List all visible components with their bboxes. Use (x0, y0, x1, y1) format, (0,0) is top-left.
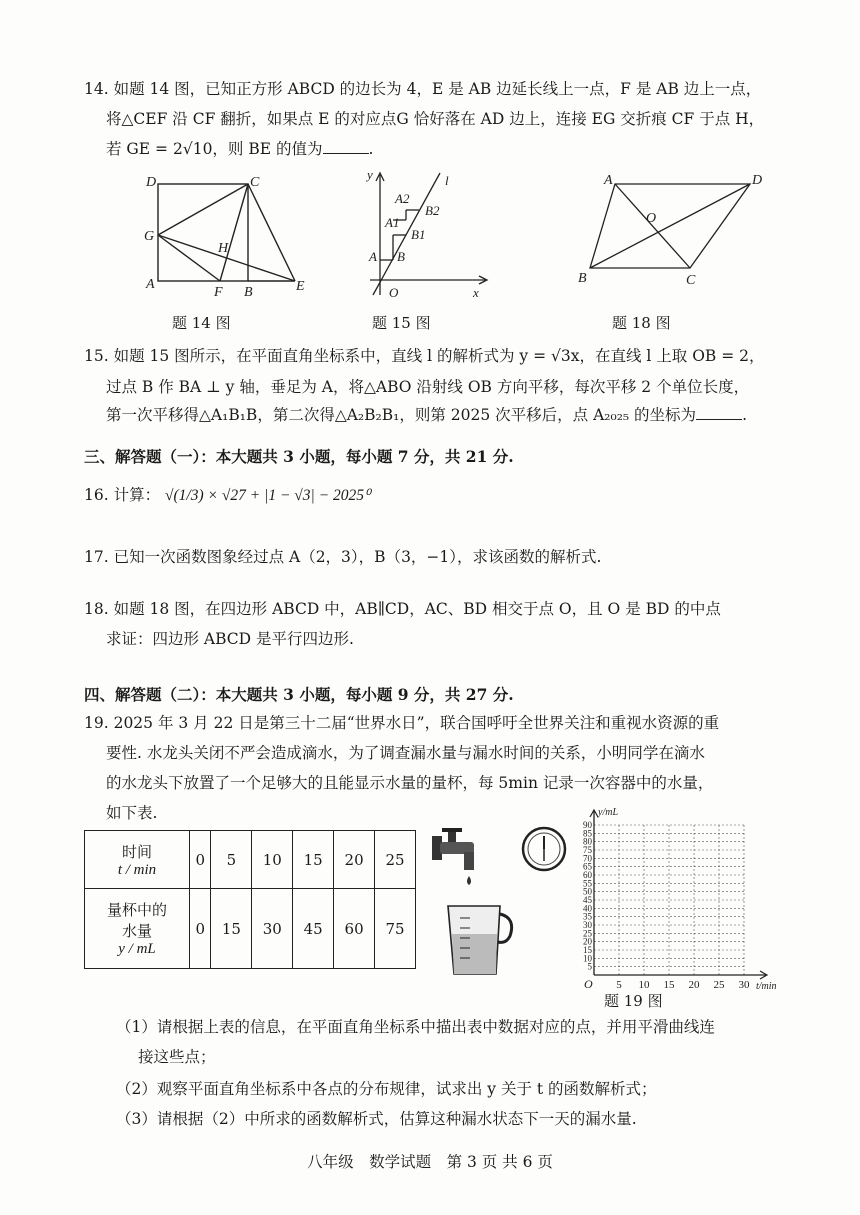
q19-sub2: （2）观察平面直角坐标系中各点的分布规律，试求出 y 关于 t 的函数解析式； (116, 1080, 657, 1098)
fig15-label: O (389, 285, 399, 300)
x-tick-label: 30 (738, 979, 750, 991)
fig15-label: B2 (425, 203, 440, 218)
fig14-label: G (144, 229, 155, 244)
q14-line2: 将△CEF 沿 CF 翻折，如果点 E 的对应点G 恰好落在 AD 边上，连接 EG 交折痕 CF 于点 H， (106, 110, 765, 128)
table-cell: 25 (375, 831, 416, 889)
figure-14 (140, 170, 330, 300)
y-tick-label: 60 (583, 870, 592, 880)
y-tick-label: 85 (583, 828, 592, 839)
q19-line2: 要性. 水龙头关闭不严会造成滴水，为了调查漏水量与漏水时间的关系，小明同学在滴水 (106, 744, 705, 762)
figure-18 (570, 170, 770, 290)
table-cell: 60 (334, 889, 375, 969)
q19-sub1-line2: 接这些点； (138, 1048, 216, 1066)
y-tick-label: 15 (583, 945, 592, 955)
fig14-label: H (218, 241, 229, 256)
x-tick-label: 25 (713, 979, 725, 991)
fig15-label: y (367, 167, 373, 182)
fig14-caption: 题 14 图 (172, 314, 231, 332)
fig15-label: x (473, 285, 479, 300)
table-cell: 45 (293, 889, 334, 969)
water-table (84, 830, 416, 969)
table-cell: 10 (252, 831, 293, 889)
table-header-cell: 时间 t / min (85, 831, 190, 889)
y-tick-label: 40 (583, 903, 592, 914)
y-tick-label: 20 (583, 936, 592, 947)
q18-line1: 18. 如题 18 图，在四边形 ABCD 中，AB∥CD，AC、BD 相交于点 O，且 O 是 BD 的中点 (84, 600, 721, 618)
q15-line2: 过点 B 作 BA ⊥ y 轴，垂足为 A，将△ABO 沿射线 OB 方向平移，每次平移 2 个单位长度， (106, 378, 750, 396)
y-tick-label: 70 (583, 853, 592, 864)
table-row (85, 889, 416, 969)
q14-line3: 若 GE = 2√10，则 BE 的值为 . (106, 140, 374, 158)
table-cell: 15 (293, 831, 334, 889)
q15-line1: 15. 如题 15 图所示，在平面直角坐标系中，直线 l 的解析式为 y = √3x，在直线 l 上取 OB = 2， (84, 347, 765, 365)
y-tick-label: 65 (583, 861, 592, 872)
table-cell: 5 (211, 831, 252, 889)
q19-sub1-line1: （1）请根据上表的信息，在平面直角坐标系中描出表中数据对应的点，并用平滑曲线连 (116, 1018, 715, 1036)
x-tick-label: 5 (616, 979, 622, 991)
table-row (85, 831, 416, 889)
table-cell: 20 (334, 831, 375, 889)
fig15-label: A2 (395, 191, 410, 206)
y-tick-label: 5 (587, 961, 592, 972)
q19-line4: 如下表. (106, 804, 158, 822)
fig18-label: B (578, 271, 587, 286)
table-cell: 75 (375, 889, 416, 969)
fig14-label: E (296, 279, 305, 294)
fig18-label: A (604, 173, 613, 188)
q19-sub3: （3）请根据（2）中所求的函数解析式，估算这种漏水状态下一天的漏水量. (116, 1110, 637, 1128)
fig18-label: O (646, 211, 657, 226)
y-tick-label: 75 (583, 845, 592, 855)
y-tick-label: 45 (583, 895, 592, 905)
fig15-label: A1 (385, 215, 400, 230)
section3-heading: 三、解答题（一）：本大题共 3 小题，每小题 7 分，共 21 分. (84, 447, 514, 466)
page-footer: 八年级 数学试题 第 3 页 共 6 页 (307, 1153, 553, 1171)
table-cell: 0 (190, 889, 211, 969)
table-cell: 30 (252, 889, 293, 969)
x-tick-label: 10 (638, 979, 650, 991)
x-tick-label: 20 (688, 979, 700, 991)
fig18-caption: 题 18 图 (612, 314, 671, 332)
y-tick-label: 25 (583, 928, 592, 939)
x-axis-label: t/min (756, 981, 777, 992)
y-tick-label: 10 (583, 953, 592, 964)
fig15-label: B1 (411, 227, 426, 242)
measuring-cup-illustration (440, 900, 520, 980)
x-tick-label: 15 (663, 979, 675, 991)
fig15-caption: 题 15 图 (372, 314, 431, 332)
table-cell: 15 (211, 889, 252, 969)
fig14-label: A (146, 277, 155, 292)
y-tick-label: 30 (583, 920, 592, 930)
figure-15 (355, 165, 505, 305)
y-axis-label: y/mL (598, 807, 618, 818)
table-cell: 0 (190, 831, 211, 889)
fig15-label: A (369, 249, 377, 264)
q14-line1: 14. 如题 14 图，已知正方形 ABCD 的边长为 4，E 是 AB 边延长线上一点，F 是 AB 边上一点， (84, 80, 762, 98)
clock-illustration (520, 825, 568, 873)
y-tick-label: 50 (583, 886, 592, 897)
y-tick-label: 55 (583, 878, 592, 889)
fig14-label: C (250, 175, 260, 190)
fig19-caption: 题 19 图 (604, 992, 663, 1010)
y-tick-label: 80 (583, 836, 592, 847)
q18-line2: 求证：四边形 ABCD 是平行四边形. (106, 630, 354, 648)
table-header-cell: 量杯中的 水量 y / mL (85, 889, 190, 969)
figure-19-chart (570, 807, 785, 995)
q17: 17. 已知一次函数图象经过点 A（2，3），B（3，−1），求该函数的解析式. (84, 548, 602, 566)
fig14-label: F (214, 285, 223, 300)
q19-line1: 19. 2025 年 3 月 22 日是第三十二届“世界水日”，联合国呼吁全世界关注和重视水资源的重 (84, 714, 720, 732)
fig18-label: D (752, 173, 763, 188)
fig18-label: C (686, 273, 696, 288)
y-tick-label: 90 (583, 820, 592, 830)
q15-line3: 第一次平移得△A₁B₁B，第二次得△A₂B₂B₁，则第 2025 次平移后，点 A₂₀₂₅ 的坐标为 . (106, 406, 747, 424)
q16: 16. 计算： √(1/3) × √27 + |1 − √3| − 2025⁰ (84, 486, 371, 504)
origin-label: O (584, 977, 593, 991)
fig14-label: D (146, 175, 157, 190)
y-tick-label: 35 (583, 911, 592, 922)
q19-line3: 的水龙头下放置了一个足够大的且能显示水量的量杯，每 5min 记录一次容器中的水量， (106, 774, 714, 792)
fig15-label: l (445, 173, 449, 188)
fig14-label: B (244, 285, 253, 300)
section4-heading: 四、解答题（二）：本大题共 3 小题，每小题 9 分，共 27 分. (84, 685, 514, 704)
faucet-illustration (428, 826, 488, 896)
fig15-label: B (397, 249, 405, 264)
